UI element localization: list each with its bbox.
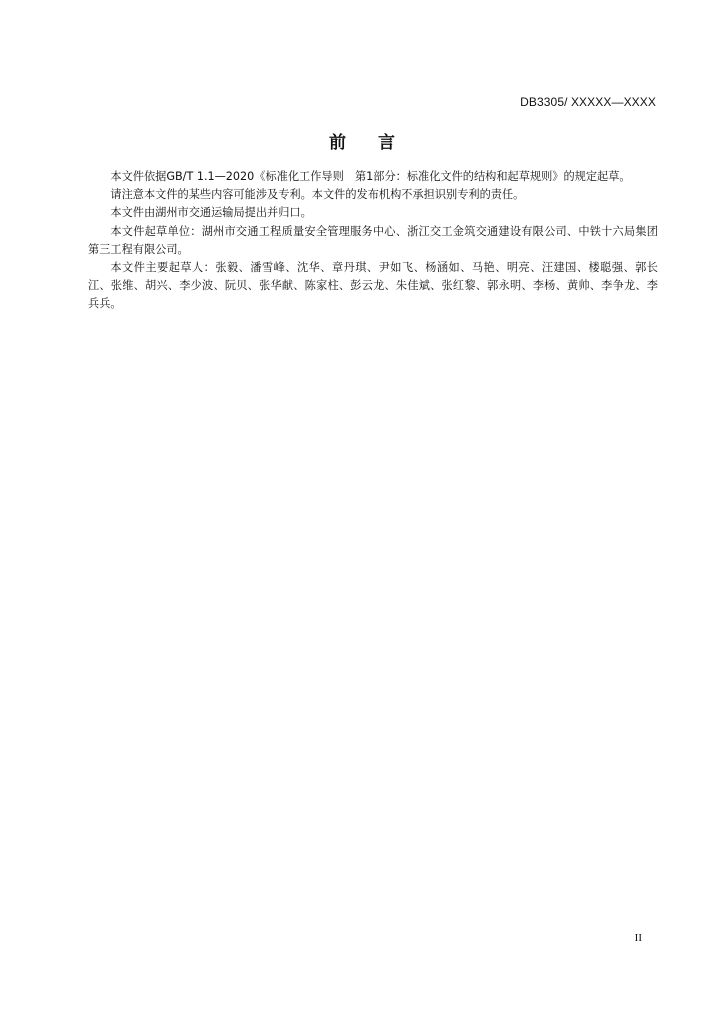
- section-title: 前言: [329, 133, 427, 153]
- paragraph-drafting-basis: 本文件依据GB/T 1.1—2020《标准化工作导则 第1部分：标准化文件的结构和起草规则》的规定起草。: [110, 170, 631, 183]
- page-number: II: [634, 932, 642, 944]
- paragraph-proposer: 本文件由湖州市交通运输局提出并归口。: [110, 206, 312, 220]
- paragraph-drafters: 本文件主要起草人：张毅、潘雪峰、沈华、章丹琪、尹如飞、杨涵如、马艳、明亮、汪建国、楼聪强、郭长江、张维、胡兴、李少波、阮贝、张华献、陈家柱、彭云龙、朱佳斌、张红黎、郭永明、李杨、黄帅、李争龙、李兵兵。: [88, 261, 658, 311]
- paragraph-drafting-units: 本文件起草单位：湖州市交通工程质量安全管理服务中心、浙江交工金筑交通建设有限公司、中铁十六局集团第三工程有限公司。: [88, 224, 658, 256]
- paragraph-patent-notice: 请注意本文件的某些内容可能涉及专利。本文件的发布机构不承担识别专利的责任。: [110, 188, 525, 202]
- foreword-body: [88, 168, 658, 314]
- document-code: DB3305/ XXXXX—XXXX: [520, 95, 656, 109]
